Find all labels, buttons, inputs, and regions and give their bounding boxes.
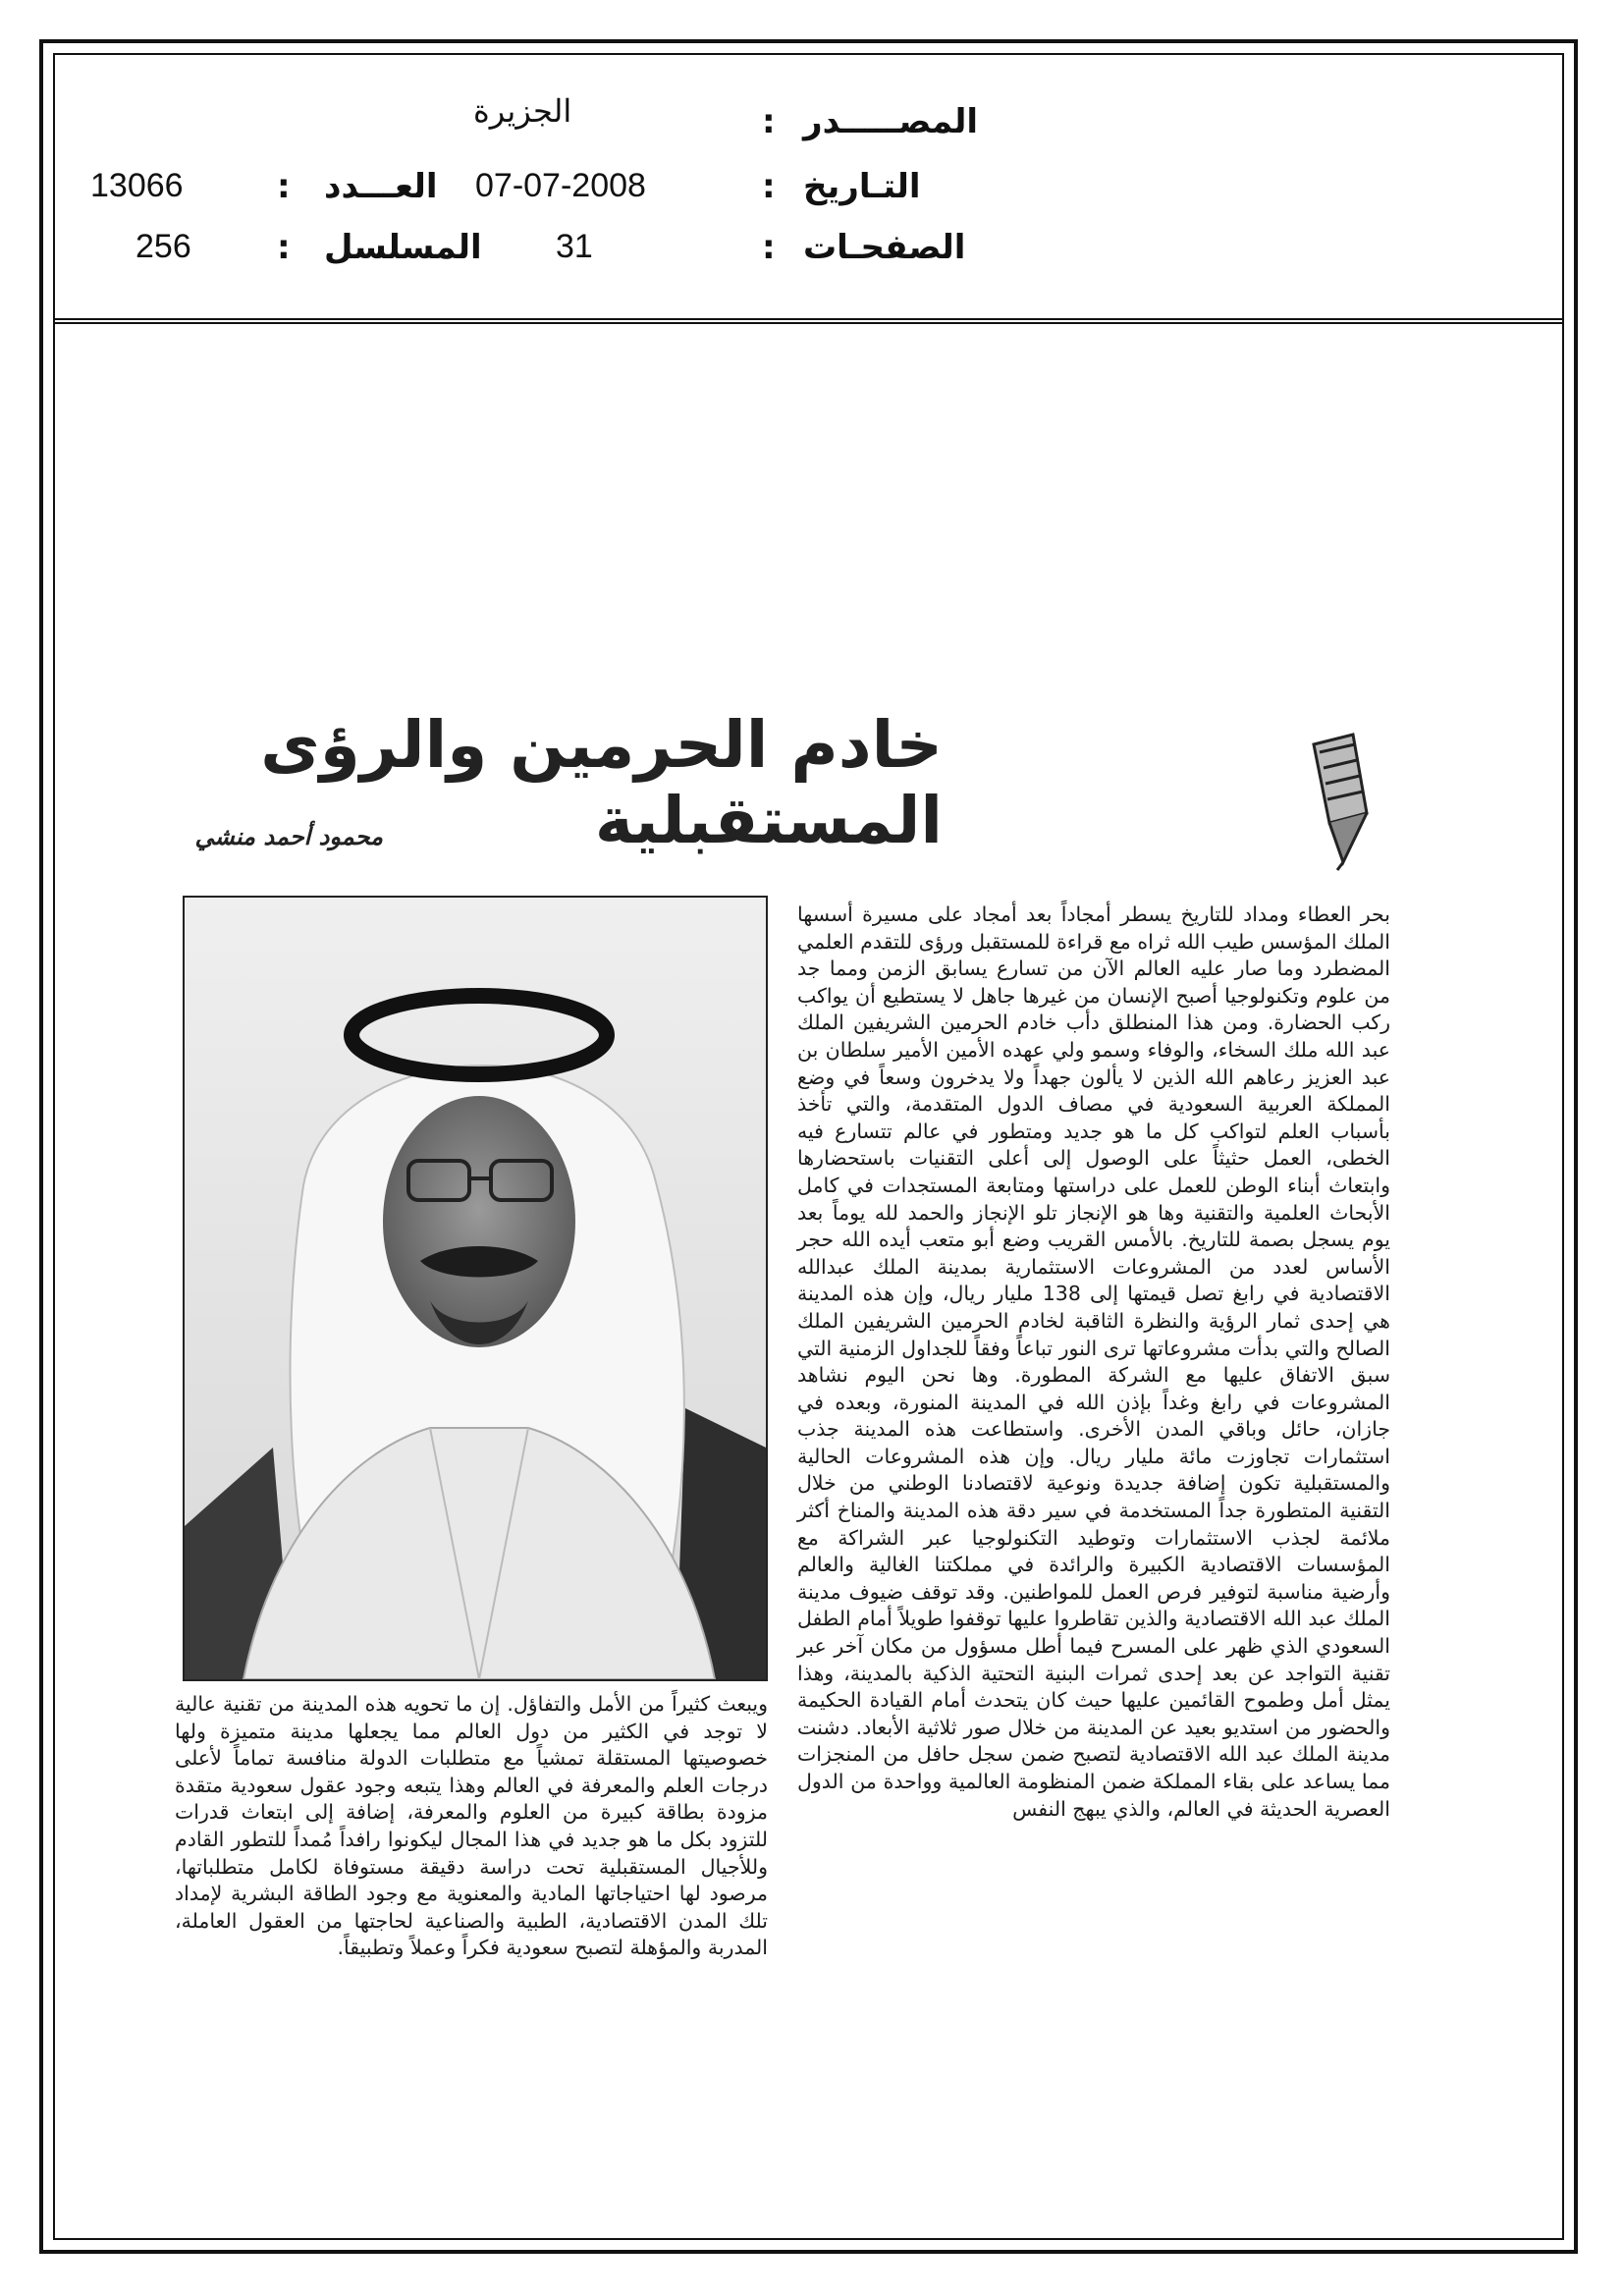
- article-title: خادم الحرمين والرؤى المستقبلية: [260, 707, 943, 858]
- article-author: محمود أحمد منشي: [194, 823, 383, 850]
- date-value: 07-07-2008: [475, 167, 646, 204]
- date-colon: :: [762, 167, 776, 206]
- issue-value: 13066: [90, 167, 184, 204]
- article-column-left: [175, 1691, 768, 1962]
- portrait-illustration: [185, 898, 766, 1679]
- source-label: المصـــــدر: [803, 102, 979, 141]
- serial-colon: :: [277, 228, 291, 267]
- serial-label: المسلسل: [324, 228, 482, 267]
- king-portrait-photo: [183, 896, 768, 1681]
- pages-colon: :: [762, 228, 776, 267]
- source-colon: :: [762, 102, 776, 141]
- pages-label: الصفحـات: [803, 228, 966, 267]
- article-column-right: [797, 902, 1390, 1823]
- pages-value: 31: [556, 228, 593, 265]
- source-value: الجزيرة: [473, 93, 572, 129]
- issue-label: العـــدد: [324, 167, 438, 206]
- article-paragraph-left: ويبعث كثيراً من الأمل والتفاؤل. إن ما تحويه هذه المدينة من تقنية عالية لا توجد في الكثير من دول العالم مما يجعلها مدينة متميزة ولها خصوصيتها المستقلة تمشياً مع متطلبات الدولة منافسة تماماً لأعلى درجات العلم والمعرفة في العالم وهذا يتبعه وجود عقول سعودية متقدة مزودة بطاقة كبيرة من العلوم والمعرفة، إضافة إلى ابتعاث قدرات للتزود بكل ما هو جديد في هذا المجال ليكونوا رافداً مُمداً للتطور القادم وللأجيال المستقبلية تحت دراسة دقيقة مستوفاة لكامل متطلباتها، مرصود لها احتياجاتها المادية والمعنوية مع وجود الطاقة البشرية لإمداد تلك المدن الاقتصادية، الطبية والصناعية لحاجتها من العقول العاملة، المدربة والمؤهلة لتصبح سعودية فكراً وعملاً وتطبيقاً.: [175, 1692, 768, 1960]
- quill-icon: [1294, 725, 1377, 872]
- issue-colon: :: [277, 167, 291, 206]
- article-paragraph-right: بحر العطاء ومداد للتاريخ يسطر أمجاداً بعد أمجاد على مسيرة أسسها الملك المؤسس طيب الله ثراه مع قراءة للمستقبل ورؤى للتقدم العلمي المضطرد وما صار عليه العالم الآن من تسارع يسابق الزمن ومما جد من علوم وتكنولوجيا أصبح الإنسان من غيرها جاهل لا يستطيع أن يواكب ركب الحضارة. ومن هذا المنطلق دأب خادم الحرمين الشريفين الملك عبد الله ملك السخاء، والوفاء وسمو ولي عهده الأمين الأمير سلطان بن عبد العزيز رعاهم الله الذين لا يألون جهداً ولا يدخرون وسعاً في وضع المملكة العربية السعودية في مصاف الدول المتقدمة، والتي تأخذ بأسباب العلم لتواكب كل ما هو جديد ومتطور في عالم تتسارع فيه الخطى، العمل حثيثاً على الوصول إلى أعلى التقنيات باستحضارها وابتعاث أبناء الوطن للعمل على دراستها ومتابعة المستجدات في كامل الأبحاث العلمية والتقنية وها هو الإنجاز تلو الإنجاز والحمد لله يوماً بعد يوم يسجل بصمة للتاريخ. بالأمس القريب وضع أبو متعب أيده الله حجر الأساس لعدد من المشروعات الاستثمارية بمدينة الملك عبدالله الاقتصادية في رابغ تصل قيمتها إلى 138 مليار ريال، وإن هذه المدينة هي إحدى ثمار الرؤية والنظرة الثاقبة لخادم الحرمين الشريفين الملك الصالح والتي بدأت مشروعاتها ترى النور تباعاً وفقاً للجداول الزمنية التي سبق الاتفاق عليها مع الشركة المطورة. وها نحن اليوم نشاهد المشروعات في رابغ وغداً بإذن الله في المدينة المنورة، وبعده في جازان، حائل وباقي المدن الأخرى. واستطاعت هذه المدينة جذب استثمارات تجاوزت مائة مليار ريال. وإن هذه المشروعات الحالية والمستقبلية تكون إضافة جديدة ونوعية لاقتصادنا الوطني من خلال التقنية المتطورة جداً المستخدمة في سير دقة هذه المدينة والمناخ أكثر ملائمة لجذب الاستثمارات وتوطيد التكنولوجيا عبر الشراكة مع المؤسسات الاقتصادية الكبيرة والرائدة في مملكتنا الغالية والعالم وأرضية مناسبة لتوفير فرص العمل للمواطنين. وقد توقف ضيوف مدينة الملك عبد الله الاقتصادية والذين تقاطروا عليها توقفوا طويلاً أمام الطفل السعودي الذي ظهر على المسرح فيما أطل مسؤول من مكان آخر عبر تقنية التواجد عن بعد إحدى ثمرات البنية التحتية الذكية بالمدينة، وهذا يمثل أمل وطموح القائمين عليها حيث كان يتحدث أمام القيادة الحكيمة والحضور من استديو بعيد عن المدينة من خلال صور ثلاثية الأبعاد. دشنت مدينة الملك عبد الله الاقتصادية لتصبح ضمن سجل حافل من المنجزات مما يساعد على بقاء المملكة ضمن المنظومة العالمية وواحدة من الدول العصرية الحديثة في العالم، والذي يبهج النفس: [797, 902, 1390, 1821]
- date-label: التـاريخ: [803, 167, 921, 206]
- serial-value: 256: [135, 228, 191, 265]
